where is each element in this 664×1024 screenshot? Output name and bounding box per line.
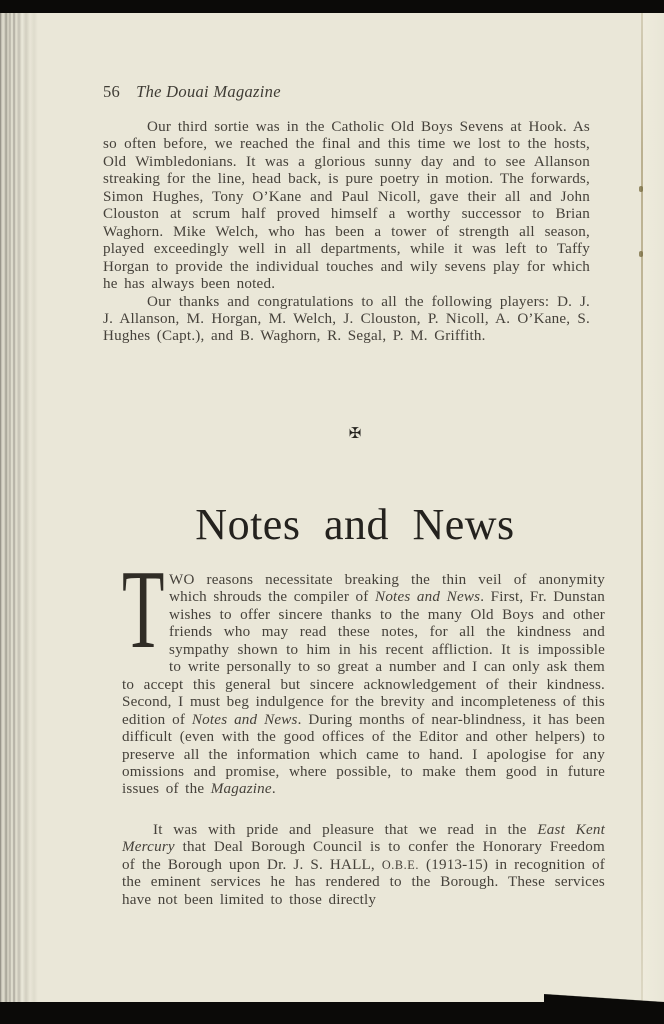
page-number: 56 — [103, 82, 121, 101]
page-edge-mark — [639, 186, 643, 192]
page-header — [103, 83, 281, 101]
news-paragraph: It was with pride and pleasure that we read in the East Kent Mercury that Deal Borough Council is to confer the Honorary Freedom of the Borough upon Dr. J. S. HALL, O.B.E. (1913-15) in recognition of the eminent services he has rendered to the Borough. These services have not been limited to those directly — [122, 822, 605, 908]
drop-cap: T — [122, 548, 165, 672]
news-item — [122, 822, 605, 909]
page-fold-line — [641, 13, 643, 1003]
sports-paragraph: Our third sortie was in the Catholic Old Boys Sevens at Hook. As so often before, we reached the final and this time we lost to the hosts, Old Wimbledonians. It was a glorious sunny day and to see Allanson streaking for the line, head back, is pure poetry in motion. The forwards, Simon Hughes, Tony O’Kane and Paul Nicoll, gave their all and John Clouston at scrum half proved himself a worthy successor to Brian Waghorn. Mike Welch, who has been a tower of strength all season, played exceedingly well in all departments, while it was left to Taffy Horgan to provide the individual touches and wily sevens play for which he has always been noted. — [103, 119, 590, 293]
scan-border-bottom — [0, 1002, 664, 1024]
journal-title: The Douai Magazine — [136, 82, 281, 101]
book-page-edges — [0, 13, 38, 1003]
notes-opening-paragraph: WO reasons necessitate breaking the thin veil of anonymity which shrouds the compiler of Notes and News. First, Fr. Dunstan wishes to offer sincere thanks to the many Old Boys and other friends who may read these notes, for all the kindness and sympathy shown to him in his recent affliction. It is impossible to write personally to so great a number and I can only ask them to accept this general but sincere acknowledgement of their kindness. Second, I must beg indulgence for the brevity and incompleteness of this edition of Notes and News. During months of near-blindness, it has been difficult (even with the good offices of the Editor and other helpers) to preserve all the information which came to hand. I apologise for any omissions and promise, where possible, to make them good in future issues of the Magazine. — [122, 572, 606, 798]
notes-and-news-opening — [122, 548, 606, 799]
players-list-paragraph: Our thanks and congratulations to all the following players: D. J. J. Allanson, M. Horgan, M. Welch, J. Clouston, P. Nicoll, A. O’Kane, S. Hughes (Capt.), and B. Waghorn, R. Segal, P. M. Griffith. — [103, 293, 590, 345]
scan-border-top — [0, 0, 664, 13]
maltese-cross-icon: ✠ — [348, 426, 362, 442]
page-edge-mark — [639, 251, 643, 257]
sports-report — [103, 119, 590, 346]
page-margin-right — [643, 13, 664, 1003]
section-title: Notes and News — [195, 500, 515, 549]
